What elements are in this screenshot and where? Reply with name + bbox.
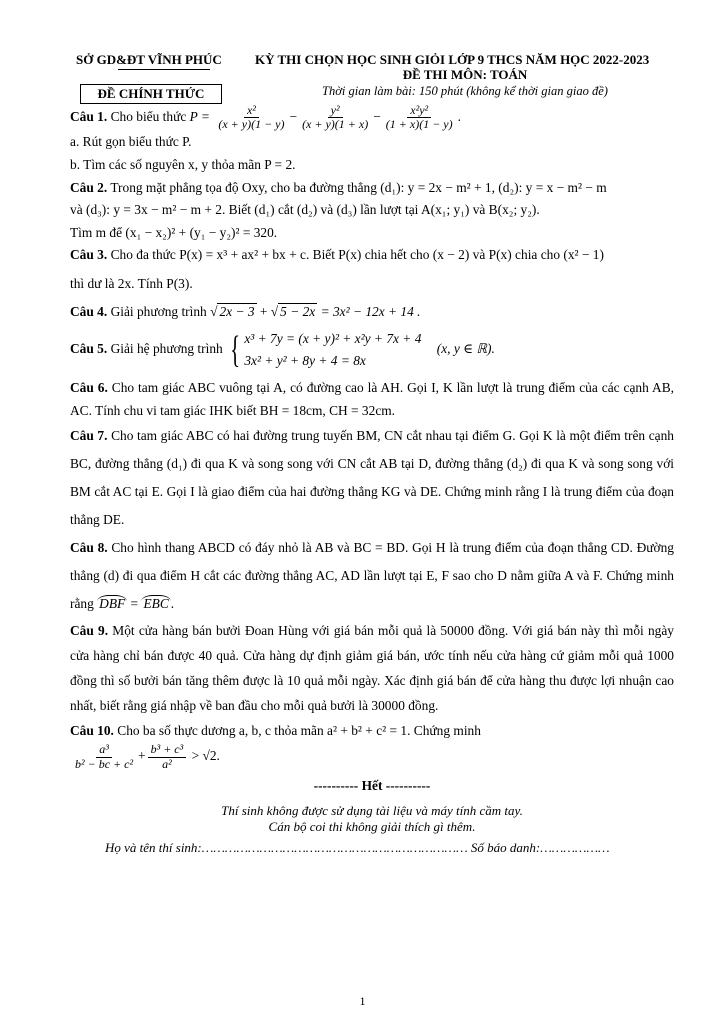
question-5 (70, 328, 674, 372)
question-2 (70, 177, 674, 200)
question-9 (70, 618, 674, 718)
system-domain: (x, y ∈ ℝ). (436, 341, 495, 357)
department-underline (118, 69, 210, 70)
system-equation-2: 3x² + y² + 8y + 4 = 8x (244, 353, 366, 369)
fraction: $\frac{\text{b³ + c³}}{\text{a²}}$ (148, 743, 187, 770)
sqrt-term: 2x − 3 (219, 303, 255, 319)
angle-arc: DBF (99, 596, 126, 612)
question-text: Cho ba số thực dương a, b, c thỏa mãn a² + b² + c² = 1. Chứng minh (117, 723, 481, 739)
expression-lhs: P = (189, 108, 210, 124)
question-text: Cho tam giác ABC vuông tại A, có đường cao là AH. Gọi I, K lần lượt là trung điểm của các cạnh AB, AC. Tính chu vi tam giác IHK biết BH = 18cm, CH = 32cm. (70, 380, 674, 418)
question-1: Câu 1. Cho biểu thức P = $\frac{\text{x²}}{(x + y)(1 - y)}$ − $\frac{\text{y²}}{(x + y)(1 + x)}$ − $\frac{\text{x²y²}}{(1 + x)(1 - y)}$ . (70, 103, 461, 132)
exam-subject: ĐỀ THI MÔN: TOÁN (402, 67, 528, 82)
proctor-note: Cán bộ coi thi không giải thích gì thêm. (268, 819, 476, 835)
question-1a: a. Rút gọn biểu thức P. (70, 134, 192, 150)
question-text: Giải hệ phương trình (110, 341, 223, 357)
question-label: Câu 3. (70, 247, 108, 263)
equation-rhs: = 3x² − 12x + 14 . (320, 303, 421, 319)
department-name: SỞ GD&ĐT VĨNH PHÚC (76, 52, 222, 67)
question-8: Câu 8. Cho hình thang ABCD có đáy nhỏ là AB và BC = BD. Gọi H là trung điểm của đoạn thẳng CD. Đường thẳng (d) đi qua điểm H cắt các đường thẳng AC, AD lần lượt tại E, F sao cho D nằm giữa A và F. Chứng minh rằng DBF = EBC . (70, 540, 674, 612)
question-text: Cho hình thang ABCD có đáy nhỏ là AB và BC = BD. Gọi H là trung điểm của đoạn thẳng CD. Đường thẳng (d) đi qua điểm H cắt các đường thẳng AC, AD lần lượt tại E, F sao cho D nằm giữa A và F. Chứng minh rằng (70, 540, 674, 612)
question-6 (70, 377, 674, 422)
system-equation-1: x³ + 7y = (x + y)² + x²y + 7x + 4 (244, 331, 422, 347)
exam-questions (70, 104, 674, 860)
fraction: $\frac{\text{a³}}{\text{b² − bc + c²}}$ (75, 742, 134, 771)
question-text: Cho tam giác ABC có hai đường trung tuyến BM, CN cắt nhau tại điểm G. Gọi K là một điểm trên cạnh BC, đường thẳng (d₁) đi qua K và song song với CN cắt AB tại D, đường thẳng (d₂) đi qua K và song song với BM cắt AC tại E. Gọi I là giao điểm của hai đường thẳng KG và DE. Chứng minh rằng I là trung điểm của đoạn thẳng DE. (70, 428, 674, 528)
end-marker: ---------- Hết ---------- (313, 777, 431, 793)
question-label: Câu 10. (70, 723, 114, 739)
candidate-note: Thí sinh không được sử dụng tài liệu và máy tính cầm tay. (221, 803, 523, 819)
question-label: Câu 4. (70, 303, 108, 319)
inequality-rhs: > √2. (191, 748, 220, 764)
question-text: Trong mặt phẳng tọa độ Oxy, cho ba đường thẳng (d₁): y = 2x − m² + 1, (d₂): y = x − m² − m (110, 179, 607, 195)
fraction: $\frac{\text{x²}}{(x + y)(1 - y)}$ (218, 103, 285, 132)
question-label: Câu 2. (70, 179, 108, 195)
equation-system (226, 328, 421, 372)
sqrt-term: 5 − 2x (280, 303, 316, 319)
candidate-info-line: Họ và tên thí sinh:…………………………………………………………… Số báo danh:……………… (105, 840, 610, 856)
question-text: Giải phương trình (110, 303, 207, 319)
question-label: Câu 9. (70, 623, 109, 639)
question-3 (70, 244, 674, 267)
fraction: $\frac{\text{y²}}{(x + y)(1 + x)}$ (302, 103, 369, 132)
exam-title: KỲ THI CHỌN HỌC SINH GIỎI LỚP 9 THCS NĂM HỌC 2022-2023 (255, 52, 650, 67)
question-2-line3: Tìm m để (x₁ − x₂)² + (y₁ − y₂)² = 320. (70, 224, 278, 240)
exam-time: Thời gian làm bài: 150 phút (không kể thời gian giao đề) (322, 84, 608, 98)
question-text: Một cửa hàng bán bưởi Đoan Hùng với giá bán mỗi quả là 50000 đồng. Với giá bán này thì mỗi ngày cửa hàng chỉ bán được 40 quả. Cửa hàng dự định giảm giá bán, ước tính nếu cửa hàng cứ giảm mỗi quả 1000 đồng thì số bưởi bán tăng thêm được là 10 quả mỗi ngày. Xác định giá bán để cửa hàng thu được lợi nhuận cao nhất, biết rằng giá nhập về ban đầu cho mỗi quả bưởi là 30000 đồng. (70, 623, 674, 714)
question-text: Cho đa thức P(x) = x³ + ax² + bx + c. Biết P(x) chia hết cho (x − 2) và P(x) chia cho (x² − 1) (110, 247, 604, 263)
question-2-line2: và (d₃): y = 3x − m² − m + 2. Biết (d₁) cắt (d₂) và (d₃) lần lượt tại A(x₁; y₁) và B(x₂; y₂). (70, 202, 540, 218)
question-label: Câu 6. (70, 380, 108, 396)
question-label: Câu 5. (70, 341, 108, 357)
question-10 (70, 718, 674, 743)
question-10-inequality: $\frac{\text{a³}}{\text{b² − bc + c²}}$ + $\frac{\text{b³ + c³}}{\text{a²}}$ > √2. (70, 743, 674, 770)
question-7 (70, 422, 674, 534)
system-brace: { (230, 329, 241, 372)
angle-arc: EBC (143, 596, 169, 612)
page-number: 1 (359, 994, 366, 1008)
fraction: $\frac{\text{x²y²}}{(1 + x)(1 - y)}$ (385, 103, 453, 132)
question-label: Câu 7. (70, 428, 108, 444)
official-badge: ĐỀ CHÍNH THỨC (80, 84, 222, 104)
question-1b: b. Tìm các số nguyên x, y thỏa mãn P = 2. (70, 156, 296, 172)
question-4: Câu 4. Giải phương trình √ 2x − 3 + √ 5 − 2x = 3x² − 12x + 14 . (70, 303, 421, 319)
question-label: Câu 8. (70, 540, 108, 556)
question-label: Câu 1. (70, 108, 108, 124)
question-text: Cho biểu thức (110, 108, 187, 124)
question-3-line2: thì dư là 2x. Tính P(3). (70, 275, 193, 291)
